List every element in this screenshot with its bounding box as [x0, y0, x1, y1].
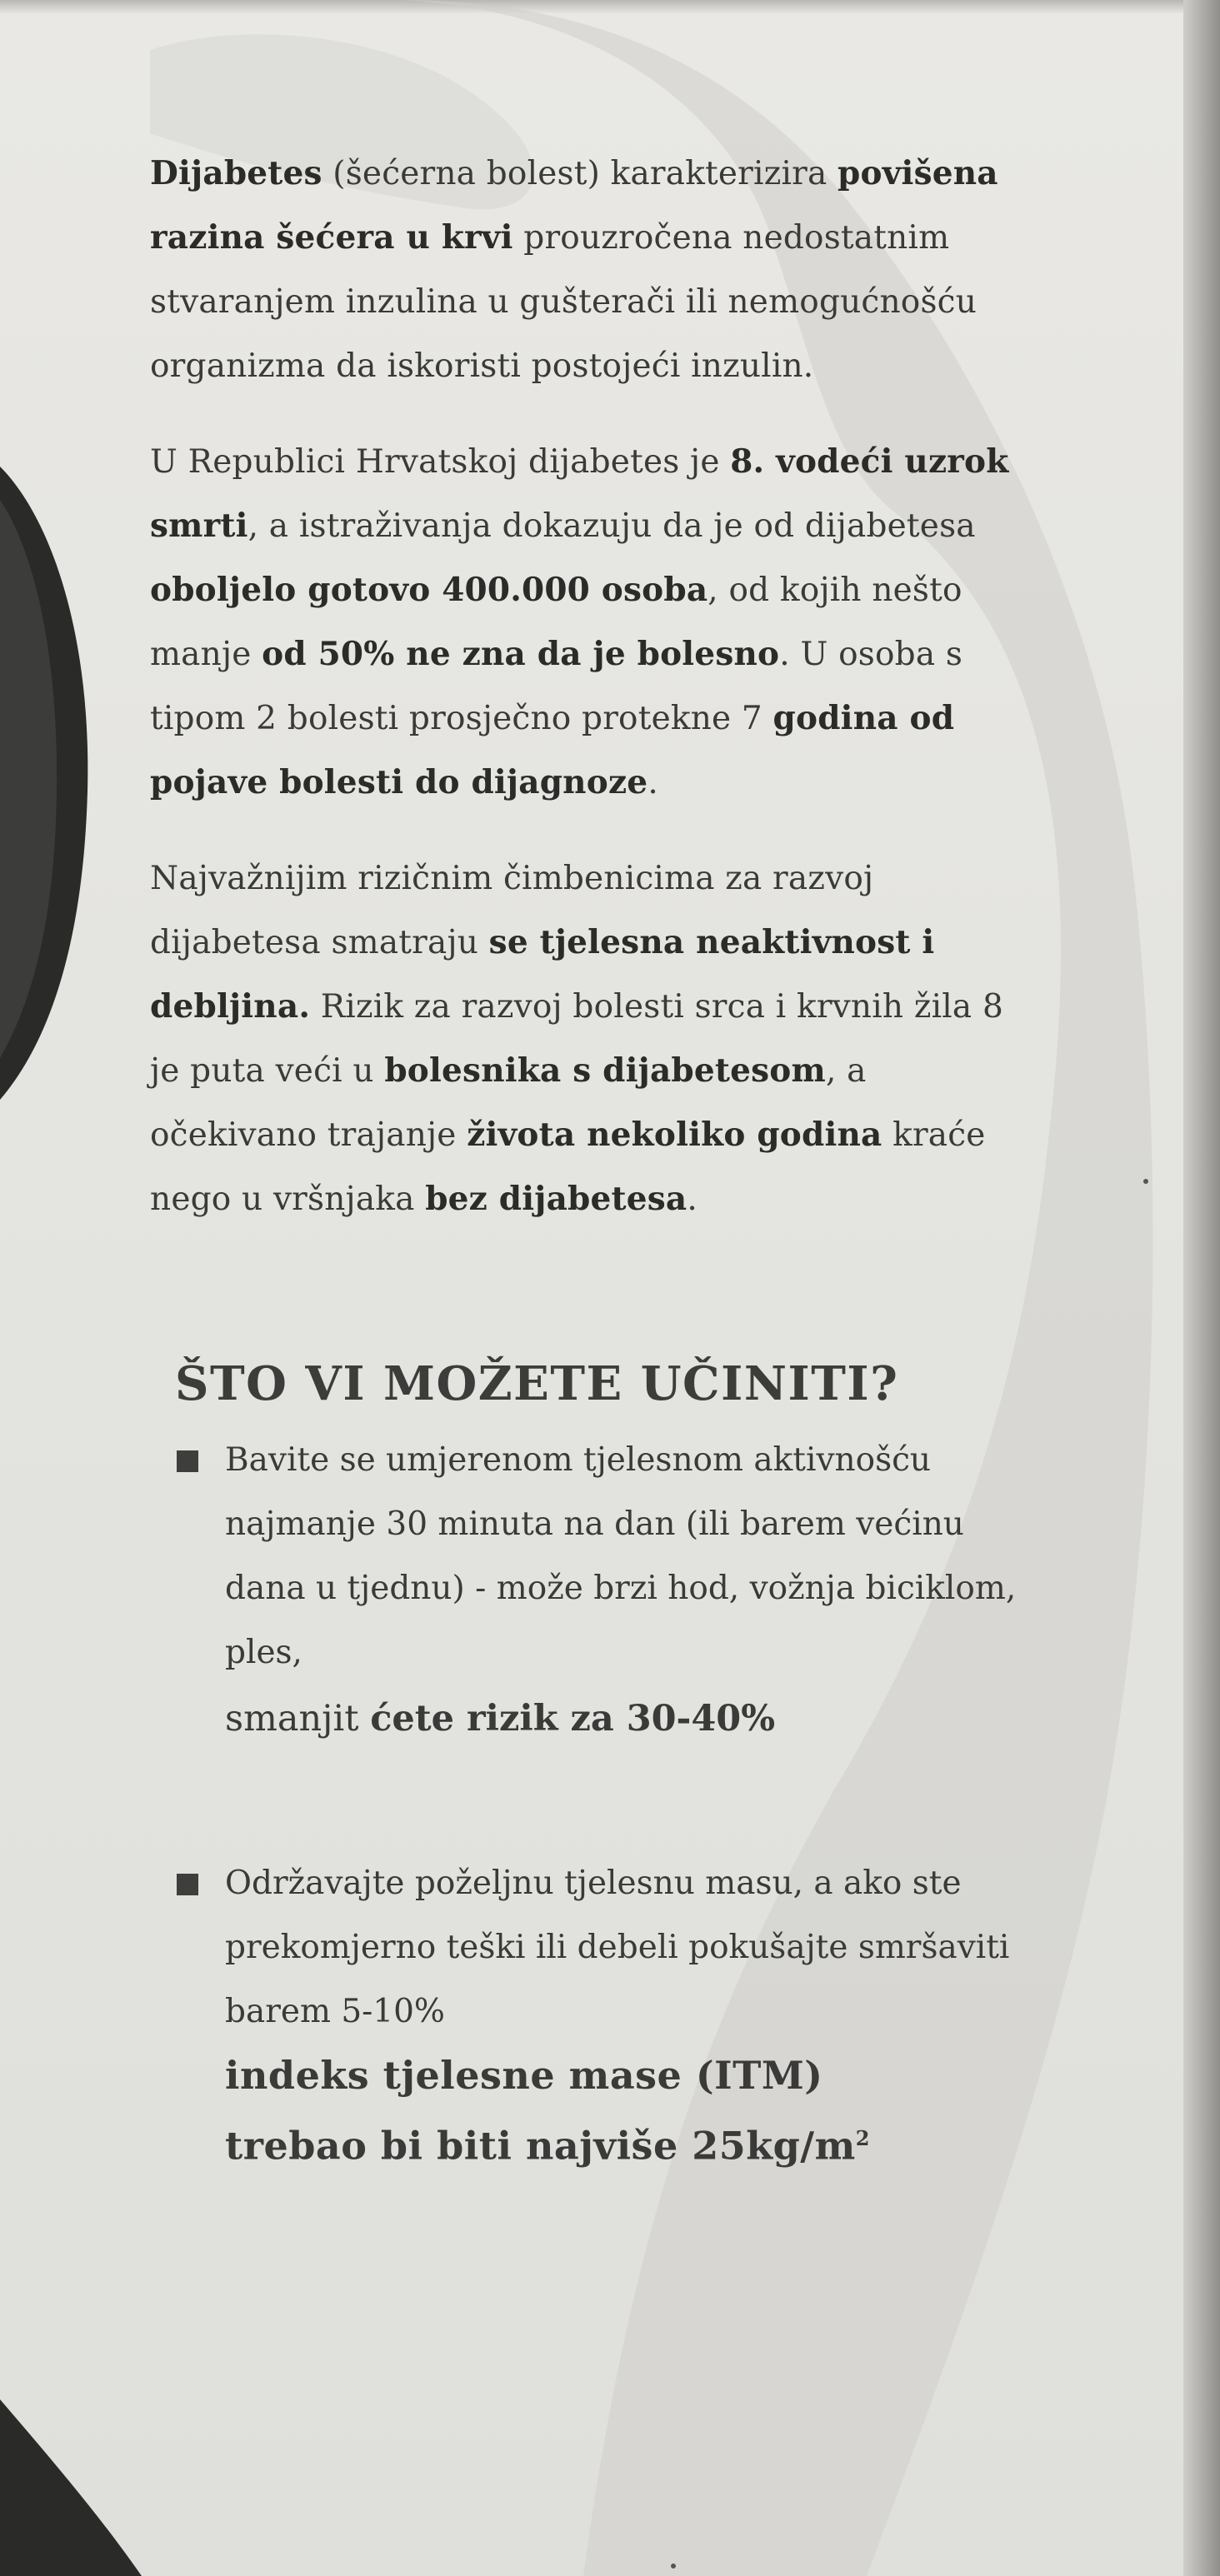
- risk-text: Rizik za razvoj bolesti srca i krvnih žila 8 je puta veći u: [150, 988, 1003, 1090]
- bullet-item-activity: [175, 1428, 1033, 1753]
- stats-text: U Republici Hrvatskoj dijabetes je: [150, 443, 731, 481]
- bmi-line-2: [225, 2107, 1033, 2177]
- risk-text: , a očekivano trajanje: [150, 1052, 867, 1154]
- stats-text: , a istraživanja dokazuju da je od dijabetesa: [248, 507, 976, 545]
- square-bullet-icon: [177, 1874, 198, 1895]
- stats-text: . U osoba s tipom 2 bolesti prosječno protekne 7: [150, 636, 963, 737]
- stats-emphasis: od 50% ne zna da je bolesno: [262, 635, 780, 673]
- section-heading: ŠTO VI MOŽETE UČINITI?: [175, 1356, 899, 1411]
- square-bullet-icon: [177, 1450, 198, 1472]
- bullet-text: Održavajte poželjnu tjelesnu masu, a ako ste prekomjerno teški ili debeli pokušajte smršaviti barem 5-10%: [225, 1865, 1010, 2030]
- emphasis-prefix: smanjit: [225, 1698, 371, 1740]
- paper-speck: [1143, 1179, 1148, 1184]
- paper-speck: [671, 2564, 676, 2569]
- risk-emphasis: života nekoliko godina: [467, 1116, 882, 1154]
- emphasis-bold: ćete rizik za 30-40%: [370, 1698, 776, 1740]
- intro-paragraph: [150, 142, 1033, 398]
- risk-text: Najvažnijim rizičnim čimbenicima za razvoj dijabetesa smatraju: [150, 860, 874, 961]
- dark-corner-shape: [0, 2399, 142, 2576]
- intro-text: (šećerna bolest) karakterizira: [322, 155, 838, 192]
- bmi-superscript: 2: [855, 2126, 870, 2150]
- stats-text: .: [648, 764, 658, 801]
- intro-emphasis: povišena razina šećera u krvi: [150, 154, 998, 257]
- risk-text: .: [687, 1181, 698, 1218]
- stats-text: , od kojih nešto manje: [150, 572, 962, 673]
- bullet-item-weight: [175, 1851, 1033, 2177]
- main-content: [150, 142, 1033, 2177]
- paper-right-edge: [1183, 0, 1220, 2576]
- bullet-emphasis: [225, 1685, 1033, 1753]
- stats-emphasis: godina od pojave bolesti do dijagnoze: [150, 699, 955, 801]
- stats-emphasis: 8. vodeći uzrok smrti: [150, 442, 1009, 545]
- intro-term: Dijabetes: [150, 154, 322, 192]
- risk-emphasis: se tjelesna neaktivnost i debljina.: [150, 923, 935, 1026]
- risk-text: kraće nego u vršnjaka: [150, 1116, 986, 1218]
- risk-paragraph: [150, 846, 1033, 1231]
- risk-emphasis: bolesnika s dijabetesom: [384, 1051, 826, 1090]
- risk-emphasis: bez dijabetesa: [425, 1180, 688, 1218]
- bullet-text: Bavite se umjerenom tjelesnom aktivnošću najmanje 30 minuta na dan (ili barem većinu dana u tjednu) - može brzi hod, vožnja biciklom, ples,: [225, 1441, 1017, 1671]
- bmi-value: trebao bi biti najviše 25kg/m: [225, 2123, 856, 2169]
- stats-emphasis: oboljelo gotovo 400.000 osoba: [150, 571, 708, 609]
- bmi-line-1: indeks tjelesne mase (ITM): [225, 2053, 823, 2098]
- statistics-paragraph: [150, 430, 1033, 815]
- intro-text: prouzročena nedostatnim stvaranjem inzulina u gušterači ili nemogućnošću organizma da iskoristi postojeći inzulin.: [150, 219, 978, 385]
